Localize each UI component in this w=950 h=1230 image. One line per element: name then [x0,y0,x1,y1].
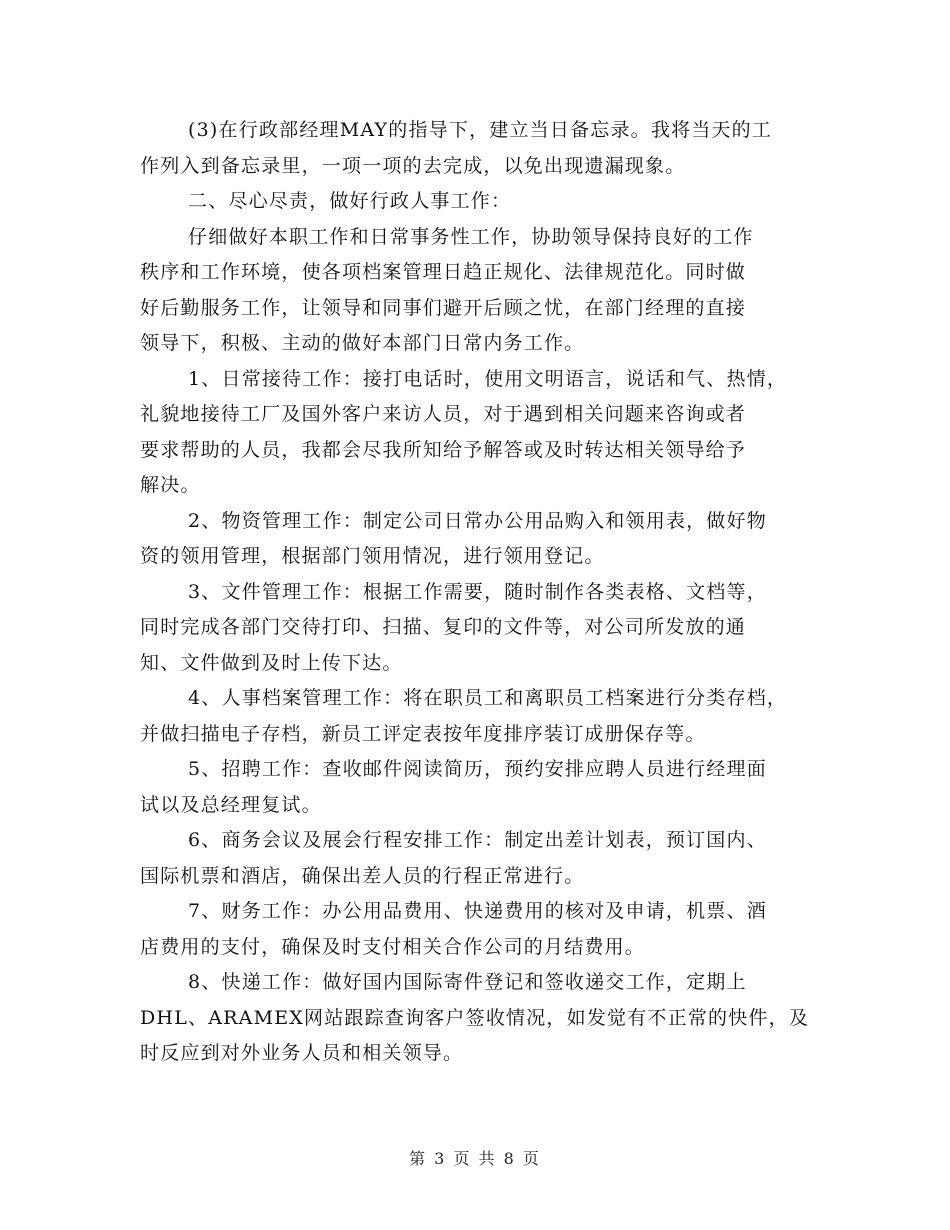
paragraph-line: 5、招聘工作：查收邮件阅读简历，预约安排应聘人员进行经理面 [188,758,767,780]
paragraph-line: 6、商务会议及展会行程安排工作：制定出差计划表，预订国内、 [188,829,767,851]
paragraph-line: 国际机票和酒店，确保出差人员的行程正常进行。 [140,864,585,887]
paragraph-line: 同时完成各部门交待打印、扫描、复印的文件等，对公司所发放的通 [140,616,747,638]
paragraph-line: 资的领用管理，根据部门领用情况，进行领用登记。 [140,545,605,567]
paragraph-line: 8、快递工作：做好国内国际寄件登记和签收递交工作，定期上 [188,971,747,993]
section-heading: 二、尽心尽责，做好行政人事工作： [188,190,512,212]
paragraph-line: 并做扫描电子存档，新员工评定表按年度排序装订成册保存等。 [140,722,706,745]
paragraph-line: 礼貌地接待工厂及国外客户来访人员，对于遇到相关问题来咨询或者 [140,403,747,425]
paragraph-line: (3)在行政部经理MAY的指导下，建立当日备忘录。我将当天的工 [188,119,773,141]
paragraph-line: 1、日常接待工作：接打电话时，使用文明语言，说话和气、热情， [188,367,788,390]
page-number: 第 3 页 共 8 页 [409,1149,541,1168]
paragraph-line: 领导下，积极、主动的做好本部门日常内务工作。 [140,332,585,354]
paragraph-line: 好后勤服务工作，让领导和同事们避开后顾之忧，在部门经理的直接 [140,296,747,319]
paragraph-line: 3、文件管理工作：根据工作需要，随时制作各类表格、文档等， [188,580,767,603]
paragraph-line: 作列入到备忘录里，一项一项的去完成，以免出现遗漏现象。 [140,154,686,177]
document-body [140,113,820,1072]
paragraph-line: 要求帮助的人员，我都会尽我所知给予解答或及时转达相关领导给予 [140,438,747,461]
paragraph-line: 4、人事档案管理工作：将在职员工和离职员工档案进行分类存档， [188,687,788,709]
paragraph-line: 知、文件做到及时上传下达。 [140,651,403,674]
paragraph-line: 时反应到对外业务人员和相关领导。 [140,1042,464,1064]
paragraph-line: 仔细做好本职工作和日常事务性工作，协助领导保持良好的工作 [188,225,754,248]
paragraph-line: 7、财务工作：办公用品费用、快递费用的核对及申请，机票、酒 [188,900,767,922]
paragraph-line: 店费用的支付，确保及时支付相关合作公司的月结费用。 [140,935,646,958]
paragraph-line: 试以及总经理复试。 [140,793,322,816]
paragraph-line: 秩序和工作环境，使各项档案管理日趋正规化、法律规范化。同时做 [140,261,747,283]
paragraph-line: 解决。 [140,474,201,496]
paragraph-line: 2、物资管理工作：制定公司日常办公用品购入和领用表，做好物 [188,509,767,532]
paragraph-line: DHL、ARAMEX网站跟踪查询客户签收情况，如发觉有不正常的快件，及 [140,1006,810,1029]
